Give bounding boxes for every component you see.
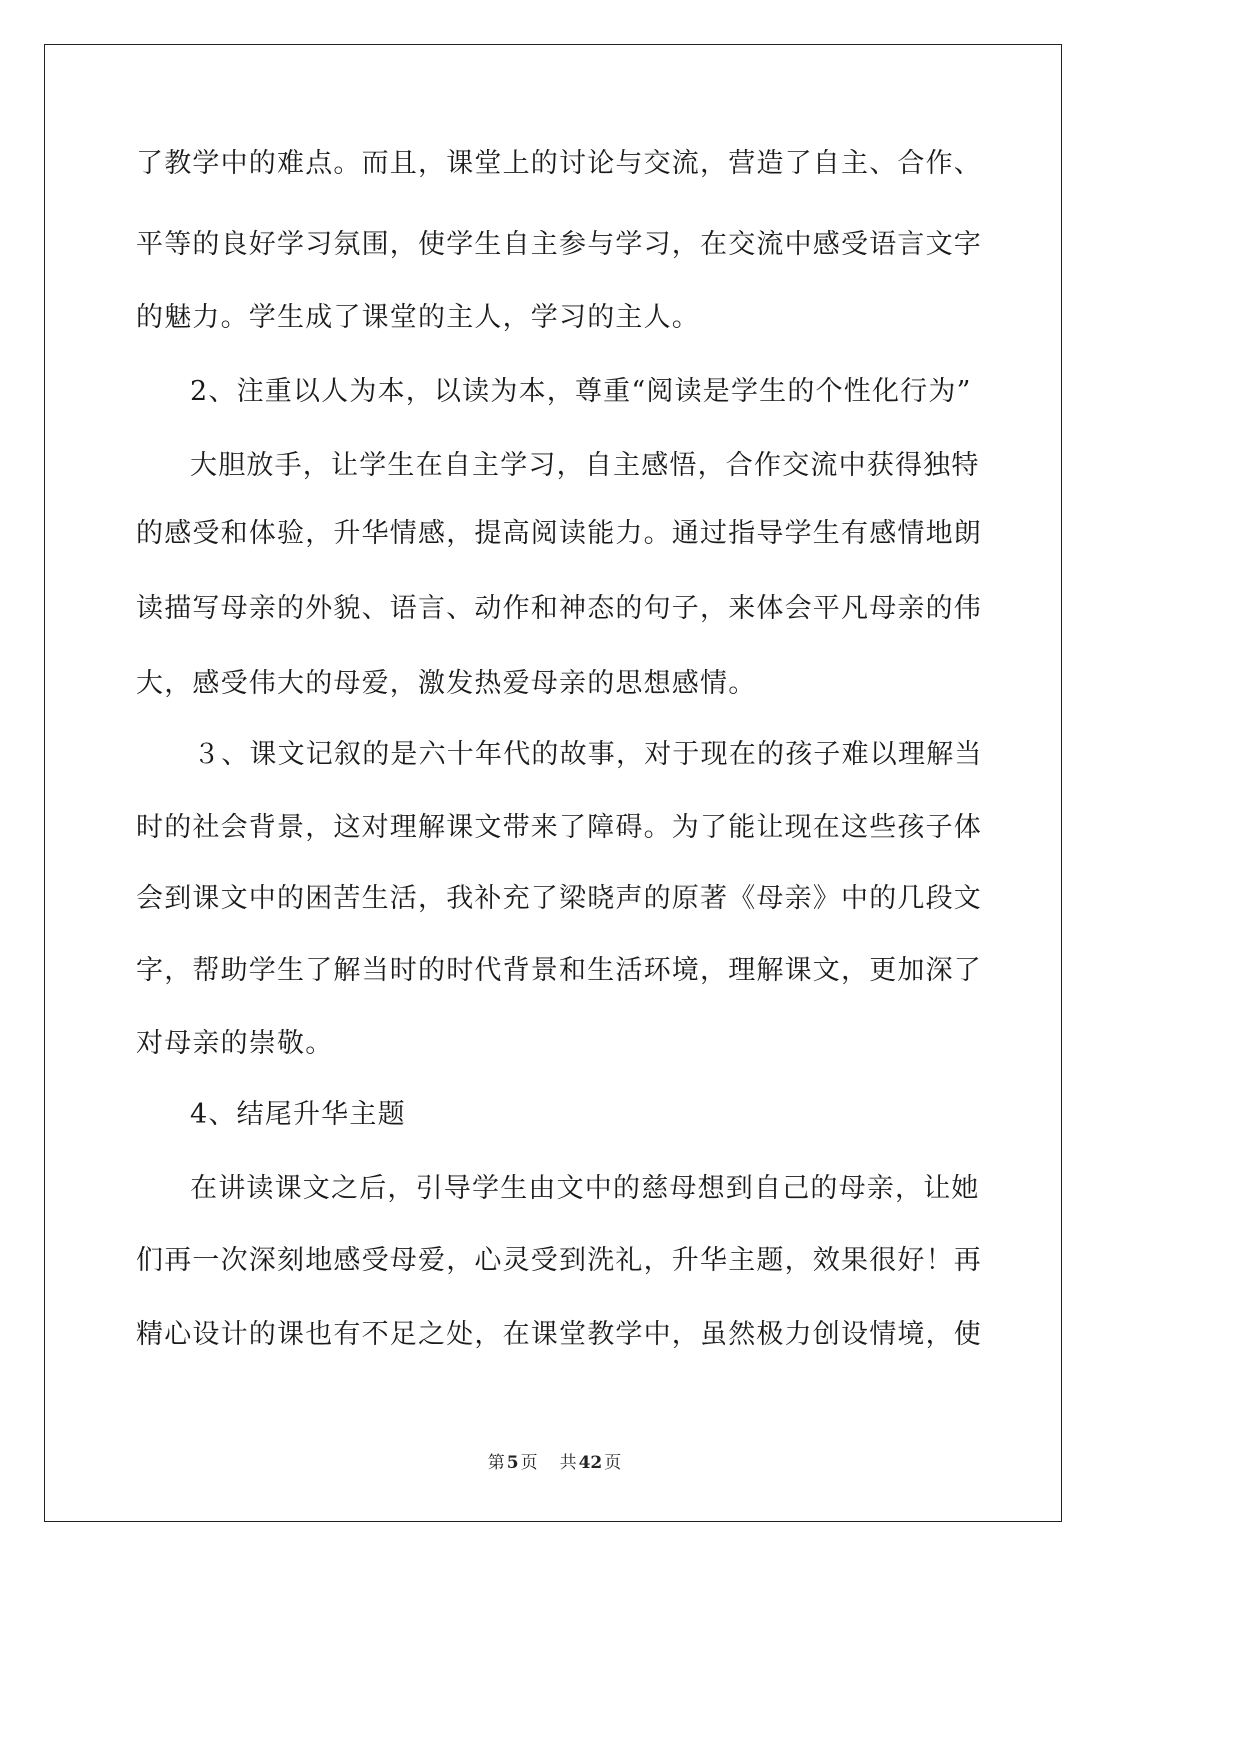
paragraph-line: 大胆放手，让学生在自主学习，自主感悟，合作交流中获得独特 — [190, 450, 980, 481]
paragraph-line: 大，感受伟大的母爱，激发热爱母亲的思想感情。 — [136, 668, 757, 699]
paragraph-line: 平等的良好学习氛围，使学生自主参与学习，在交流中感受语言文字 — [136, 229, 982, 260]
paragraph-line: 会到课文中的困苦生活，我补充了梁晓声的原著《母亲》中的几段文 — [136, 883, 982, 914]
total-pages: 42 — [578, 1453, 603, 1473]
paragraph-line: 的魅力。学生成了课堂的主人，学习的主人。 — [136, 302, 700, 333]
page-suffix: 页 — [520, 1453, 538, 1473]
paragraph-line: 对母亲的崇敬。 — [136, 1028, 334, 1059]
paragraph-line: 精心设计的课也有不足之处，在课堂教学中，虽然极力创设情境，使 — [136, 1319, 982, 1350]
section-heading: 2、注重以人为本，以读为本，尊重“阅读是学生的个性化行为” — [190, 376, 972, 407]
page-border — [44, 44, 1062, 1522]
total-prefix: 共 — [559, 1453, 577, 1473]
total-suffix: 页 — [604, 1453, 622, 1473]
page-number: 5 — [506, 1453, 519, 1473]
paragraph-line: 在讲读课文之后，引导学生由文中的慈母想到自己的母亲，让她 — [190, 1173, 980, 1204]
paragraph-line: ３、课文记叙的是六十年代的故事，对于现在的孩子难以理解当 — [193, 739, 983, 770]
page-prefix: 第 — [487, 1453, 505, 1473]
paragraph-line: 读描写母亲的外貌、语言、动作和神态的句子，来体会平凡母亲的伟 — [136, 593, 982, 624]
paragraph-line: 时的社会背景，这对理解课文带来了障碍。为了能让现在这些孩子体 — [136, 812, 982, 843]
paragraph-line: 们再一次深刻地感受母爱，心灵受到洗礼，升华主题，效果很好！再 — [136, 1245, 982, 1276]
paragraph-line: 了教学中的难点。而且，课堂上的讨论与交流，营造了自主、合作、 — [136, 148, 982, 179]
paragraph-line: 字，帮助学生了解当时的时代背景和生活环境，理解课文，更加深了 — [136, 955, 982, 986]
paragraph-line: 的感受和体验，升华情感，提高阅读能力。通过指导学生有感情地朗 — [136, 518, 982, 549]
page-footer — [0, 1452, 1109, 1474]
section-heading: 4、结尾升华主题 — [190, 1099, 406, 1130]
